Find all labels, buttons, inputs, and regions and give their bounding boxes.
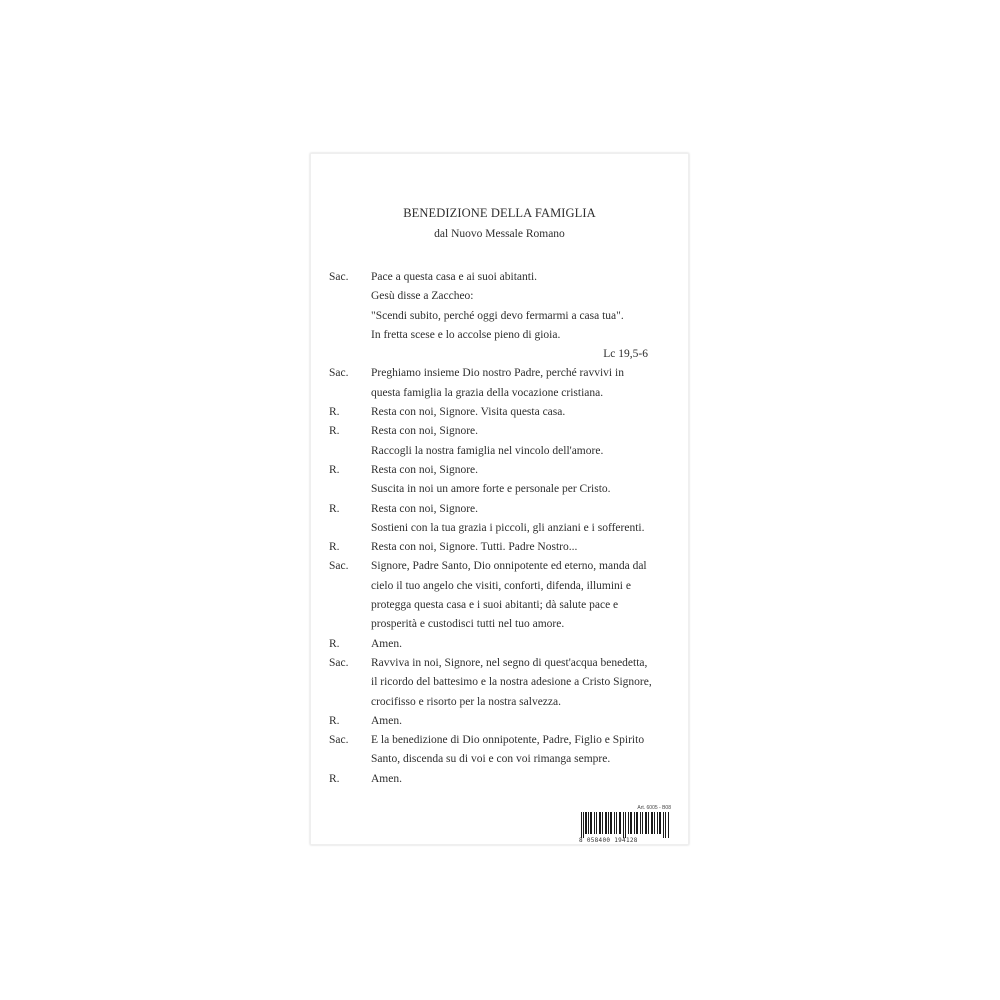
prayer-line (329, 326, 679, 345)
prayer-line (329, 384, 679, 403)
prayer-text: cielo il tuo angelo che visiti, conforti, difenda, illumini e (371, 579, 631, 592)
prayer-text: Sostieni con la tua grazia i piccoli, gli anziani e i sofferenti. (371, 521, 645, 534)
speaker-label: Sac. (329, 367, 349, 380)
prayer-line (329, 596, 679, 615)
prayer-text: crocifisso e risorto per la nostra salvezza. (371, 695, 561, 708)
speaker-label: Sac. (329, 656, 349, 669)
prayer-text: Resta con noi, Signore. (371, 425, 478, 438)
article-code: Art. 6005 - B08 (637, 805, 671, 811)
speaker-label: R. (329, 714, 340, 727)
prayer-line (329, 712, 679, 731)
prayer-text: Santo, discenda su di voi e con voi rimanga sempre. (371, 753, 611, 766)
prayer-line (329, 364, 679, 383)
card-title: BENEDIZIONE DELLA FAMIGLIA (403, 206, 596, 220)
prayer-text: Signore, Padre Santo, Dio onnipotente ed eterno, manda dal (371, 560, 647, 573)
prayer-text: Amen. (371, 714, 402, 727)
prayer-text: Pace a questa casa e ai suoi abitanti. (371, 271, 538, 283)
prayer-text: "Scendi subito, perché oggi devo fermarmi a casa tua". (371, 309, 624, 322)
speaker-label: R. (329, 406, 340, 419)
speaker-label: R. (329, 425, 340, 438)
speaker-label: Sac. (329, 271, 349, 283)
prayer-line (329, 268, 679, 287)
barcode-number: 8 058400 194128 (579, 837, 638, 844)
prayer-text: Resta con noi, Signore. Visita questa casa. (371, 406, 566, 419)
prayer-text: Preghiamo insieme Dio nostro Padre, perché ravvivi in (371, 367, 624, 380)
speaker-label: R. (329, 637, 340, 650)
prayer-text: Resta con noi, Signore. (371, 463, 478, 476)
prayer-text: Raccogli la nostra famiglia nel vincolo dell'amore. (371, 444, 604, 457)
barcode-block (579, 804, 671, 844)
scripture-reference-line (329, 345, 679, 364)
prayer-line (329, 403, 679, 422)
speaker-label: Sac. (329, 560, 349, 573)
speaker-label: R. (329, 463, 340, 476)
prayer-text: questa famiglia la grazia della vocazione cristiana. (371, 386, 604, 399)
prayer-line (329, 480, 679, 499)
prayer-line (329, 577, 679, 596)
prayer-text: In fretta scese e lo accolse pieno di gioia. (371, 328, 561, 341)
prayer-line (329, 770, 679, 789)
prayer-line (329, 442, 679, 461)
card-subtitle: dal Nuovo Messale Romano (434, 228, 565, 240)
prayer-line (329, 654, 679, 673)
prayer-text: Gesù disse a Zaccheo: (371, 290, 474, 303)
prayer-text: il ricordo del battesimo e la nostra adesione a Cristo Signore, (371, 676, 652, 689)
prayer-card (310, 153, 689, 845)
prayer-line (329, 500, 679, 519)
prayer-text: Suscita in noi un amore forte e personale per Cristo. (371, 483, 611, 496)
prayer-line (329, 635, 679, 654)
prayer-text: Amen. (371, 772, 402, 785)
prayer-line (329, 461, 679, 480)
prayer-line (329, 538, 679, 557)
scripture-reference: Lc 19,5-6 (603, 348, 648, 361)
prayer-line (329, 750, 679, 769)
prayer-text: Resta con noi, Signore. Tutti. Padre Nostro... (371, 541, 578, 554)
prayer-text: Ravviva in noi, Signore, nel segno di quest'acqua benedetta, (371, 656, 648, 669)
prayer-text: E la benedizione di Dio onnipotente, Padre, Figlio e Spirito (371, 734, 645, 747)
prayer-line (329, 693, 679, 712)
prayer-text: Resta con noi, Signore. (371, 502, 478, 515)
prayer-line (329, 307, 679, 326)
speaker-label: R. (329, 541, 340, 554)
prayer-line (329, 287, 679, 306)
prayer-line (329, 519, 679, 538)
speaker-label: R. (329, 502, 340, 515)
prayer-line (329, 557, 679, 576)
prayer-text: protegga questa casa e i suoi abitanti; dà salute pace e (371, 599, 619, 612)
prayer-line (329, 673, 679, 692)
speaker-label: R. (329, 772, 340, 785)
barcode-icon (579, 812, 671, 838)
prayer-text: Amen. (371, 637, 402, 650)
prayer-text: prosperità e custodisci tutti nel tuo amore. (371, 618, 565, 631)
prayer-line (329, 731, 679, 750)
speaker-label: Sac. (329, 734, 349, 747)
prayer-line (329, 615, 679, 634)
prayer-line (329, 422, 679, 441)
prayer-body (329, 268, 679, 789)
